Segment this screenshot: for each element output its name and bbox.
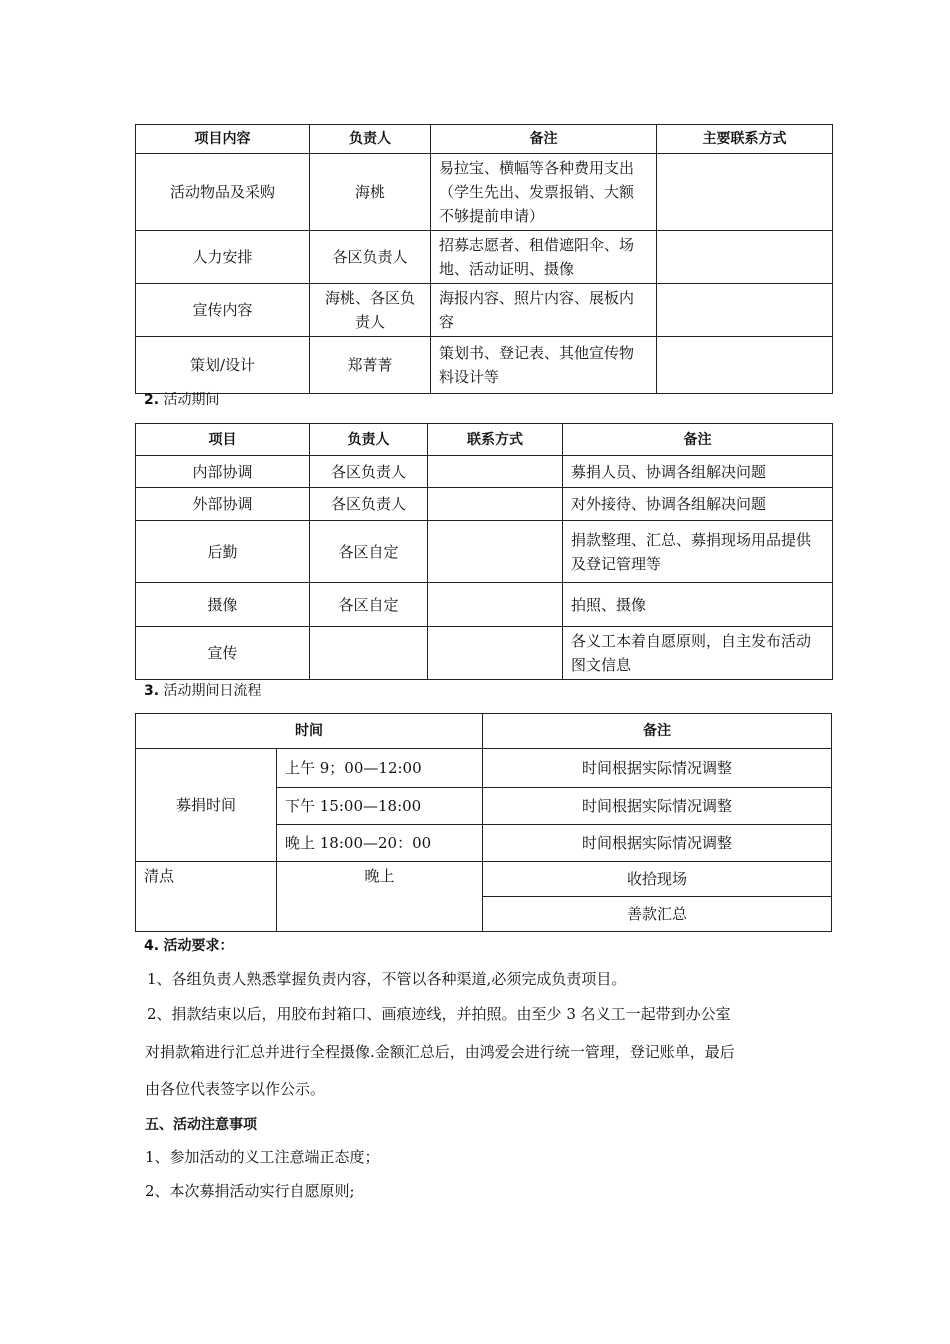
paragraph: 由各位代表签字以作公示。 — [145, 1080, 326, 1098]
header-cell: 负责人 — [310, 424, 428, 456]
owner-cell: 各区自定 — [310, 583, 428, 627]
owner-cell: 各区负责人 — [310, 488, 428, 521]
table-row — [136, 749, 832, 788]
table-row — [136, 488, 833, 521]
section-number: 4. — [144, 938, 160, 954]
table-row — [136, 583, 833, 627]
contact-cell — [428, 627, 563, 680]
during-activity-table — [135, 423, 833, 680]
paragraph: 1、各组负责人熟悉掌握负责内容，不管以各种渠道,必须完成负责项目。 — [147, 970, 627, 988]
paragraph: 对捐款箱进行汇总并进行全程摄像.金额汇总后，由鸿爱会进行统一管理，登记账单，最后 — [145, 1043, 735, 1061]
table-row — [136, 284, 833, 337]
header-cell: 备注 — [431, 125, 657, 154]
note-cell: 策划书、登记表、其他宣传物料设计等 — [431, 337, 657, 394]
contact-cell — [657, 154, 833, 231]
owner-cell: 郑菁菁 — [310, 337, 431, 394]
note-cell: 易拉宝、横幅等各种费用支出（学生先出、发票报销、大额不够提前申请） — [431, 154, 657, 231]
section-heading — [144, 936, 234, 956]
time-cell: 下午 15:00—18:00 — [277, 788, 483, 825]
table-header-row — [136, 125, 833, 154]
time-cell: 上午 9；00—12:00 — [277, 749, 483, 788]
contact-cell — [428, 488, 563, 521]
contact-cell — [657, 284, 833, 337]
note-cell: 收拾现场 — [483, 862, 832, 897]
contact-cell — [657, 231, 833, 284]
time-cell: 晚上 — [277, 862, 483, 932]
owner-cell: 各区负责人 — [310, 456, 428, 488]
note-cell: 善款汇总 — [483, 897, 832, 932]
header-cell: 项目 — [136, 424, 310, 456]
note-cell: 拍照、摄像 — [563, 583, 833, 627]
note-cell: 招募志愿者、租借遮阳伞、场地、活动证明、摄像 — [431, 231, 657, 284]
owner-cell: 各区自定 — [310, 521, 428, 583]
contact-cell — [428, 521, 563, 583]
item-cell: 人力安排 — [136, 231, 310, 284]
table-row — [136, 231, 833, 284]
item-cell: 摄像 — [136, 583, 310, 627]
contact-cell — [428, 583, 563, 627]
section-title: 活动期间 — [163, 392, 220, 408]
table-header-row — [136, 424, 833, 456]
note-cell: 时间根据实际情况调整 — [483, 825, 832, 862]
contact-cell — [657, 337, 833, 394]
list-item: 2、本次募捐活动实行自愿原则; — [145, 1182, 355, 1200]
section-number: 2. — [144, 392, 160, 408]
item-cell: 后勤 — [136, 521, 310, 583]
section-title: 活动要求： — [163, 938, 234, 954]
paragraph: 2、捐款结束以后，用胶布封箱口、画痕迹线，并拍照。由至少 3 名义工一起带到办公室 — [147, 1005, 731, 1023]
contact-cell — [428, 456, 563, 488]
item-cell: 宣传内容 — [136, 284, 310, 337]
note-cell: 捐款整理、汇总、募捐现场用品提供及登记管理等 — [563, 521, 833, 583]
table-row — [136, 456, 833, 488]
table-row — [136, 862, 832, 897]
header-cell: 备注 — [563, 424, 833, 456]
table-row — [136, 627, 833, 680]
note-cell: 对外接待、协调各组解决问题 — [563, 488, 833, 521]
group-label-cell: 募捐时间 — [136, 749, 277, 862]
daily-schedule-table — [135, 713, 832, 932]
owner-cell: 海桃 — [310, 154, 431, 231]
item-cell: 宣传 — [136, 627, 310, 680]
time-cell: 晚上 18:00—20：00 — [277, 825, 483, 862]
table-header-row — [136, 714, 832, 749]
owner-cell: 各区负责人 — [310, 231, 431, 284]
owner-cell — [310, 627, 428, 680]
header-cell: 备注 — [483, 714, 832, 749]
table-row — [136, 521, 833, 583]
note-cell: 海报内容、照片内容、展板内容 — [431, 284, 657, 337]
header-cell: 联系方式 — [428, 424, 563, 456]
note-cell: 时间根据实际情况调整 — [483, 749, 832, 788]
header-cell: 时间 — [136, 714, 483, 749]
note-cell: 各义工本着自愿原则，自主发布活动图文信息 — [563, 627, 833, 680]
table-row — [136, 337, 833, 394]
list-item: 1、参加活动的义工注意端正态度； — [145, 1148, 380, 1166]
table-row — [136, 154, 833, 231]
section-heading: 五、活动注意事项 — [145, 1117, 257, 1133]
item-cell: 活动物品及采购 — [136, 154, 310, 231]
section-heading — [144, 390, 220, 410]
note-cell: 募捐人员、协调各组解决问题 — [563, 456, 833, 488]
group-label-cell: 清点 — [136, 862, 277, 932]
item-cell: 策划/设计 — [136, 337, 310, 394]
responsibility-table — [135, 124, 833, 394]
header-cell: 项目内容 — [136, 125, 310, 154]
header-cell: 主要联系方式 — [657, 125, 833, 154]
header-cell: 负责人 — [310, 125, 431, 154]
section-title: 活动期间日流程 — [163, 683, 262, 699]
section-number: 3. — [144, 683, 160, 699]
note-cell: 时间根据实际情况调整 — [483, 788, 832, 825]
section-heading — [144, 681, 262, 701]
item-cell: 外部协调 — [136, 488, 310, 521]
owner-cell: 海桃、各区负责人 — [310, 284, 431, 337]
item-cell: 内部协调 — [136, 456, 310, 488]
